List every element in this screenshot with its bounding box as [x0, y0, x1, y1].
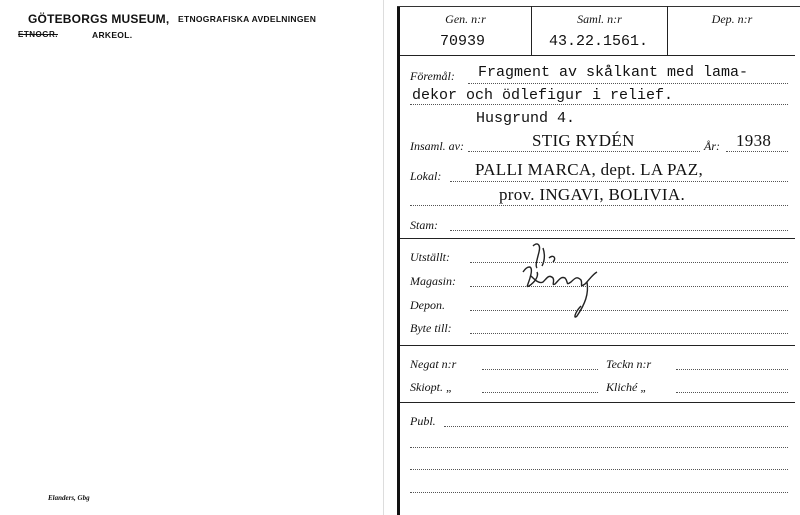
- lokal-line-1: PALLI MARCA, dept. LA PAZ,: [475, 160, 704, 179]
- foremal-label: Föremål:: [410, 69, 455, 83]
- teckn-label: Teckn n:r: [606, 357, 652, 371]
- saml-number-label: Saml. n:r: [577, 12, 622, 26]
- depon-label: Depon.: [410, 298, 445, 312]
- dotted-line: [410, 469, 788, 470]
- foremal-line-2: dekor och ödlefigur i relief.: [412, 87, 674, 104]
- museum-name: GÖTEBORGS MUSEUM,: [28, 12, 170, 26]
- lokal-label: Lokal:: [410, 169, 442, 183]
- dotted-line: [482, 369, 598, 370]
- dotted-line: [676, 392, 788, 393]
- dotted-line: [468, 83, 788, 84]
- dotted-line: [470, 333, 788, 334]
- kliche-label: Kliché „: [606, 380, 647, 394]
- byte-label: Byte till:: [410, 321, 452, 335]
- foremal-line-3: Husgrund 4.: [476, 110, 576, 127]
- lokal-line-2: prov. INGAVI, BOLIVIA.: [499, 185, 686, 204]
- dotted-line: [410, 492, 788, 493]
- dotted-line: [676, 369, 788, 370]
- dotted-line: [450, 230, 788, 231]
- section-rule: [400, 402, 795, 403]
- dep-number-label: Dep. n:r: [711, 12, 753, 26]
- publ-label: Publ.: [410, 414, 436, 428]
- struck-section: ETNOGR.: [18, 30, 58, 39]
- card-margin-line: [397, 6, 400, 515]
- insaml-label: Insaml. av:: [410, 139, 464, 153]
- foremal-line-1: Fragment av skålkant med lama-: [478, 64, 749, 81]
- section-rule: [400, 55, 795, 56]
- handwritten-storage-signature: [515, 238, 610, 323]
- gen-number-label: Gen. n:r: [445, 12, 486, 26]
- card-top-line: [397, 6, 800, 7]
- section-name: ARKEOL.: [92, 30, 133, 40]
- section-rule: [400, 345, 795, 346]
- dotted-line: [450, 181, 788, 182]
- skiopt-label: Skiopt. „: [410, 380, 453, 394]
- dotted-line: [410, 104, 788, 105]
- card-fold: [383, 0, 384, 515]
- dotted-line: [444, 426, 788, 427]
- stam-label: Stam:: [410, 218, 438, 232]
- negat-label: Negat n:r: [410, 357, 457, 371]
- dotted-line: [482, 392, 598, 393]
- utstallt-label: Utställt:: [410, 250, 451, 264]
- collector-value: STIG RYDÉN: [532, 131, 635, 150]
- dotted-line: [726, 151, 788, 152]
- year-label: År:: [704, 139, 720, 153]
- year-value: 1938: [736, 131, 772, 150]
- gen-number-value: 70939: [440, 33, 486, 50]
- dotted-line: [410, 205, 788, 206]
- printer-imprint: Elanders, Gbg: [48, 494, 90, 502]
- magasin-label: Magasin:: [410, 274, 456, 288]
- dotted-line: [468, 151, 700, 152]
- dotted-line: [410, 447, 788, 448]
- saml-number-value: 43.22.1561.: [549, 33, 649, 50]
- department-name: ETNOGRAFISKA AVDELNINGEN: [178, 14, 317, 24]
